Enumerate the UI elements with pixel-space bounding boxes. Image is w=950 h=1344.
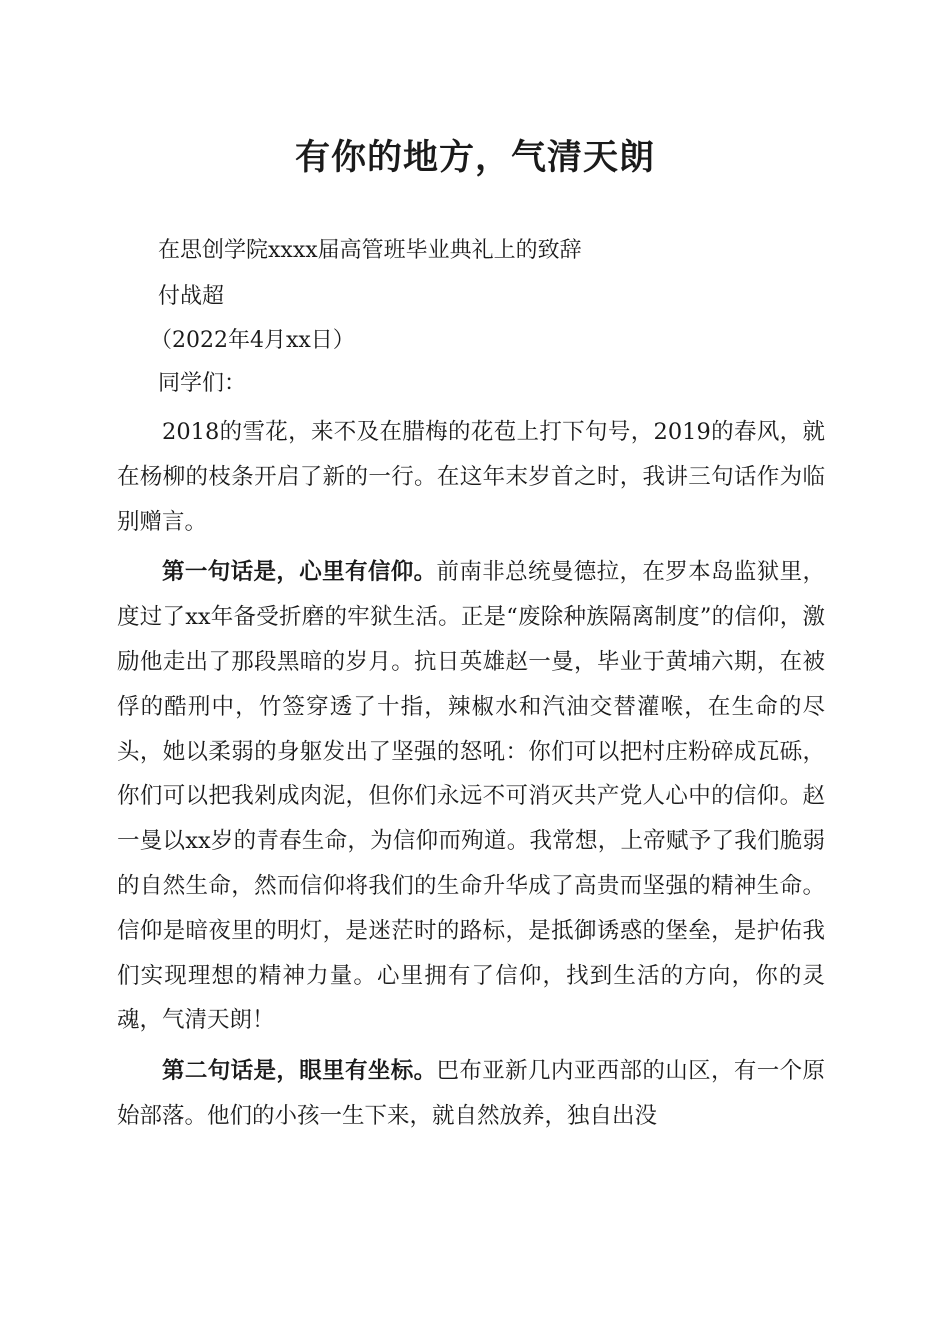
paragraph [117,410,825,544]
paragraph-text: 2018的雪花，来不及在腊梅的花苞上打下句号，2019的春风，就在杨柳的枝条开启了新的一行。在这年末岁首之时，我讲三句话作为临别赠言。 [117,419,825,535]
document-body [117,410,825,1145]
paragraph-text: 巴布亚新几内亚西部的山区，有一个原始部落。他们的小孩一生下来，就自然放养，独自出没 [117,1058,825,1129]
paragraph [117,550,825,1043]
greeting: 同学们： [158,371,247,396]
paragraph-lead: 第一句话是，心里有信仰。 [162,559,437,586]
author-name: 付战超 [158,284,225,309]
paragraph-text: 前南非总统曼德拉，在罗本岛监狱里，度过了xx年备受折磨的牢狱生活。正是“废除种族隔离制度”的信仰，激励他走出了那段黑暗的岁月。抗日英雄赵一曼，毕业于黄埔六期，在被俘的酷刑中，竹签穿透了十指，辣椒水和汽油交替灌喉，在生命的尽头，她以柔弱的身躯发出了坚强的怒吼：你们可以把村庄粉碎成瓦砾，你们可以把我剁成肉泥，但你们永远不可消灭共产党人心中的信仰。赵一曼以xx岁的青春生命，为信仰而殉道。我常想，上帝赋予了我们脆弱的自然生命，然而信仰将我们的生命升华成了高贵而坚强的精神生命。信仰是暗夜里的明灯，是迷茫时的路标，是抵御诱惑的堡垒，是护佑我们实现理想的精神力量。心里拥有了信仰，找到生活的方向，你的灵魂，气清天朗！ [117,559,825,1034]
speech-occasion: 在思创学院xxxx届高管班毕业典礼上的致辞 [158,238,582,263]
paragraph-lead: 第二句话是，眼里有坐标。 [162,1058,437,1085]
speech-date: （2022年4月xx日） [150,328,355,353]
paragraph [117,1049,825,1139]
document-title: 有你的地方，气清天朗 [294,137,655,178]
